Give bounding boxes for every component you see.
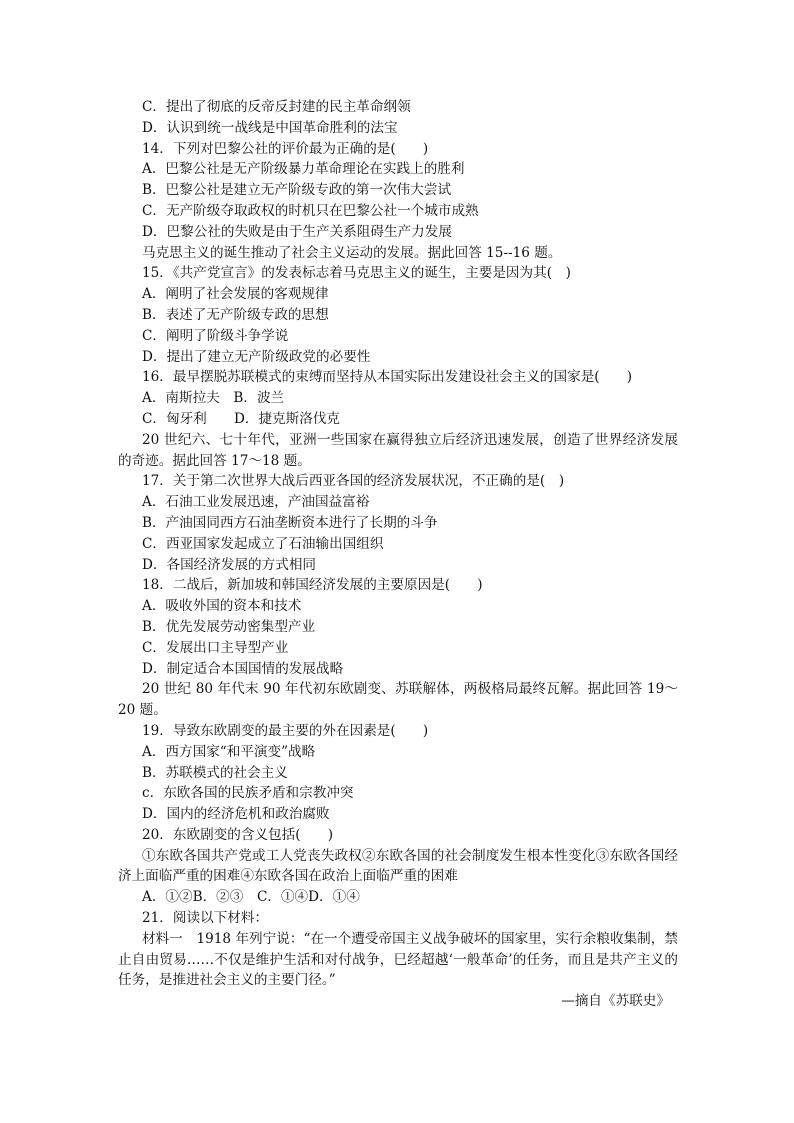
paragraph: 20 世纪六、七十年代，亚洲一些国家在赢得独立后经济迅速发展，创造了世界经济发展的奇迹。据此回答 17～18 题。 bbox=[118, 431, 678, 469]
exam-content bbox=[118, 97, 678, 1012]
text-line: A．西方国家“和平演变”战略 bbox=[142, 743, 316, 760]
text-line: B．表述了无产阶级专政的思想 bbox=[142, 306, 329, 323]
paragraph: ①东欧各国共产党或工人党丧失政权②东欧各国的社会制度发生根本性变化③东欧各国经济上面临严重的困难④东欧各国在政治上面临严重的困难 bbox=[118, 847, 678, 885]
text-line: A．巴黎公社是无产阶级暴力革命理论在实践上的胜利 bbox=[142, 161, 465, 178]
text-line: C．提出了彻底的反帝反封建的民主革命纲领 bbox=[142, 99, 411, 115]
text-line: 马克思主义的诞生推动了社会主义运动的发展。据此回答 15--16 题。 bbox=[142, 244, 562, 261]
text-line: D．提出了建立无产阶级政党的必要性 bbox=[142, 348, 371, 365]
text-line: B．巴黎公社是建立无产阶级专政的第一次伟大尝试 bbox=[142, 182, 452, 199]
text-line: 21．阅读以下材料： bbox=[142, 910, 269, 927]
text-line: 18．二战后，新加坡和韩国经济发展的主要原因是( ) bbox=[142, 577, 483, 594]
text-line: C．匈牙利 D．捷克斯洛伐克 bbox=[142, 410, 341, 427]
text-line: C．阐明了阶级斗争学说 bbox=[142, 327, 289, 344]
text-line: c．东欧各国的民族矛盾和宗教冲突 bbox=[142, 785, 354, 802]
text-line: A．石油工业发展迅速，产油国益富裕 bbox=[142, 494, 370, 511]
paragraph: 材料一 1918 年列宁说：“在一个遭受帝国主义战争破坏的国家里，实行余粮收集制，禁止自由贸易……不仅是维护生活和对付战争，巳经超越‘一般革命’的任务，而且是共产主义的任务，是推进社会主义的主要门径。” bbox=[118, 930, 678, 989]
text-line: C．无产阶级夺取政权的时机只在巴黎公社一个城市成熟 bbox=[142, 202, 479, 219]
source-citation: —摘自《苏联史》 bbox=[561, 993, 670, 1010]
text-line: D．制定适合本国国情的发展战略 bbox=[142, 660, 344, 677]
text-line: B．优先发展劳动密集型产业 bbox=[142, 618, 316, 635]
text-line: C．西亚国家发起成立了石油输出国组织 bbox=[142, 535, 384, 552]
text-line: A．阐明了社会发展的客观规律 bbox=[142, 286, 329, 303]
text-line: 15．《共产党宣言》的发表标志着马克思主义的诞生，主要是因为其( ) bbox=[142, 265, 571, 282]
text-line: 19．导致东欧剧变的最主要的外在因素是( ) bbox=[142, 722, 429, 739]
text-line: A．①②B．②③ C．①④D．①④ bbox=[142, 889, 360, 906]
text-line: A．吸收外国的资本和技术 bbox=[142, 598, 302, 615]
text-line: B．产油国同西方石油垄断资本进行了长期的斗争 bbox=[142, 514, 438, 531]
text-line: B．苏联模式的社会主义 bbox=[142, 764, 288, 781]
text-line: C．发展出口主导型产业 bbox=[142, 639, 289, 656]
text-line: 17．关于第二次世界大战后西亚各国的经济发展状况，不正确的是( ) bbox=[142, 473, 565, 490]
paragraph: 20 世纪 80 年代末 90 年代初东欧剧变、苏联解体，两极格局最终瓦解。据此回答 19～20 题。 bbox=[118, 681, 678, 719]
text-line: D．巴黎公社的失败是由于生产关系阻碍生产力发展 bbox=[142, 223, 452, 240]
text-line: D．国内的经济危机和政治腐败 bbox=[142, 806, 330, 823]
text-line: D．认识到统一战线是中国革命胜利的法宝 bbox=[142, 119, 398, 136]
text-line: 20．东欧剧变的含义包括( ) bbox=[142, 826, 334, 843]
text-line: 14．下列对巴黎公社的评价最为正确的是( ) bbox=[142, 140, 429, 157]
text-line: A．南斯拉夫 B．波兰 bbox=[142, 390, 285, 407]
text-line: 16．最早摆脱苏联模式的束缚而坚持从本国实际出发建设社会主义的国家是( ) bbox=[142, 369, 633, 386]
text-line: D．各国经济发展的方式相同 bbox=[142, 556, 317, 573]
